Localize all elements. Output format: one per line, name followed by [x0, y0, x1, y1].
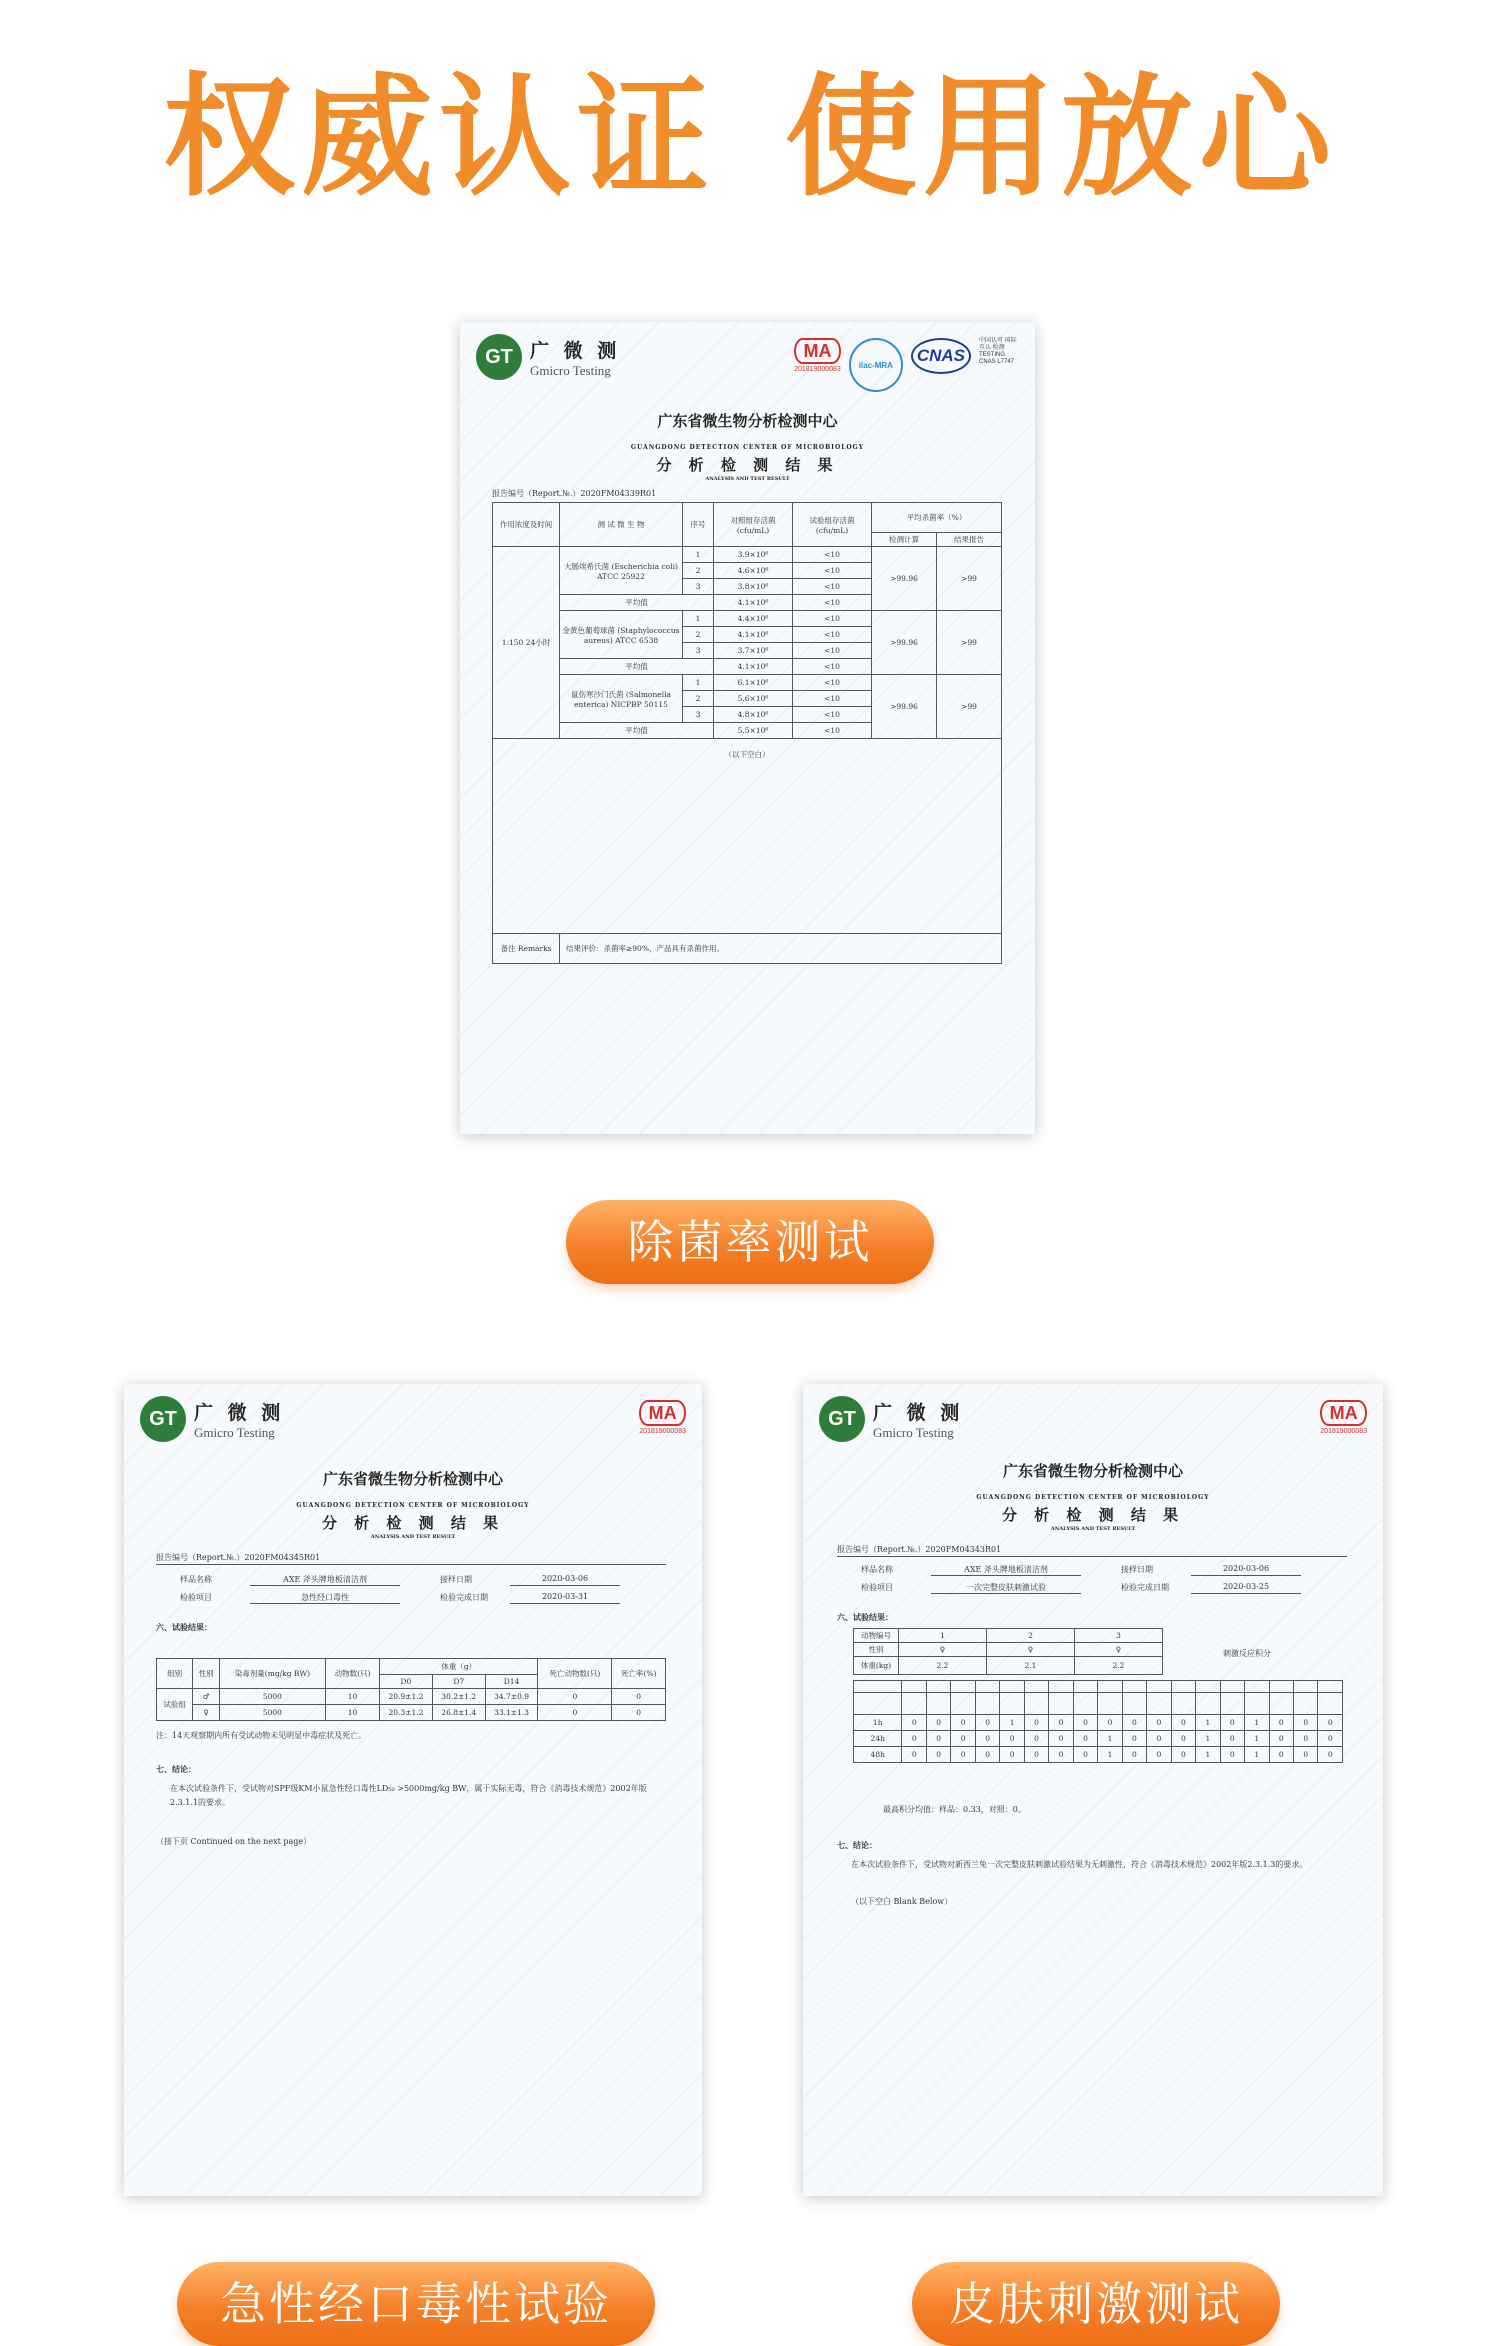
lab-name-en: Gmicro Testing	[530, 362, 611, 378]
animal-weight: 2.2	[1075, 1657, 1163, 1675]
score-cell: 1	[1196, 1747, 1220, 1763]
sex-label: 性别	[854, 1643, 899, 1657]
header-cell: 死亡率(%)	[612, 1659, 666, 1689]
avg-value: 4.1×10⁶	[714, 595, 793, 611]
cnas-text: 中国认可 国际互认 检测 TESTING CNAS L7747	[979, 338, 1017, 365]
lab-name-cn: 广 微 测	[530, 339, 621, 362]
skin-irritation-test-button[interactable]: 皮肤刺激测试	[912, 2262, 1280, 2346]
value-cell: <10	[793, 675, 872, 691]
score-header-cell	[1245, 1681, 1269, 1693]
animal-info-table	[853, 1628, 1163, 1675]
value-cell: <10	[793, 611, 872, 627]
score-cell: 1	[1196, 1715, 1220, 1731]
lab-name-en: Gmicro Testing	[873, 1424, 954, 1440]
score-cell: 0	[1024, 1747, 1048, 1763]
doc-title-cn: 广东省微生物分析检测中心	[657, 412, 838, 430]
value-cell: 3.7×10⁶	[714, 643, 793, 659]
score-header-cell	[1318, 1681, 1343, 1693]
score-cell: 0	[1049, 1747, 1073, 1763]
score-header-cell	[1073, 1693, 1097, 1715]
header-cell: D14	[485, 1675, 538, 1689]
toxicity-cell: 10	[326, 1689, 380, 1705]
report-number: 报告编号（Report.№.）2020FM04345R01	[156, 1553, 321, 1562]
sample-date-label: 接样日期	[1121, 1565, 1153, 1574]
score-table	[853, 1680, 1343, 1763]
ma-seal-icon: MA	[639, 1400, 686, 1426]
score-header-cell	[1122, 1693, 1146, 1715]
score-cell: 0	[975, 1731, 999, 1747]
score-header-cell	[1293, 1681, 1317, 1693]
doc-subtitle-en: ANALYSIS AND TEST RESULT	[705, 476, 790, 482]
score-cell: 0	[902, 1747, 926, 1763]
lab-logo	[819, 1396, 963, 1442]
score-header-cell	[1098, 1681, 1122, 1693]
remarks-label: 备注 Remarks	[493, 934, 560, 964]
score-header-cell	[1171, 1681, 1195, 1693]
animal-sex: ♀	[899, 1643, 987, 1657]
oral-toxicity-report	[124, 1384, 702, 2196]
header-cell: 体重（g）	[380, 1659, 538, 1675]
score-cell: 1	[1000, 1715, 1024, 1731]
score-cell: 0	[926, 1747, 950, 1763]
gt-logo-icon: GT	[140, 1396, 186, 1442]
value-cell: <10	[793, 579, 872, 595]
header-cell: 平均杀菌率（%）	[872, 503, 1002, 533]
reaction-label: 刺激反应积分	[1223, 1649, 1271, 1658]
score-cell: 0	[1147, 1747, 1171, 1763]
animal-id: 2	[987, 1629, 1075, 1643]
lab-logo	[476, 334, 620, 380]
score-cell: 0	[902, 1731, 926, 1747]
score-header-cell	[975, 1693, 999, 1715]
toxicity-cell: 20.3±1.2	[380, 1705, 433, 1721]
score-cell: 0	[1318, 1715, 1343, 1731]
value-cell: 3.8×10⁶	[714, 579, 793, 595]
value-cell: <10	[793, 563, 872, 579]
headline-part1: 权威认证	[163, 61, 715, 215]
organism-cell: 大肠埃希氏菌 (Escherichia coli) ATCC 25922	[560, 547, 683, 595]
score-cell: 0	[1293, 1747, 1317, 1763]
lab-logo	[140, 1396, 284, 1442]
table-note: 注：14天观察期内所有受试动物未见明显中毒症状及死亡。	[156, 1731, 367, 1740]
doc-subtitle-cn: 分 析 检 测 结 果	[321, 1514, 505, 1532]
score-header-cell	[926, 1681, 950, 1693]
score-header-cell	[1098, 1693, 1122, 1715]
score-summary: 最高积分均值：样品：0.33，对照：0。	[883, 1805, 1026, 1814]
value-cell: 6.1×10⁶	[714, 675, 793, 691]
toxicity-cell: 30.2±1.2	[432, 1689, 485, 1705]
score-cell: 0	[1098, 1715, 1122, 1731]
score-header-cell	[1024, 1681, 1048, 1693]
continued-note: （接下页 Continued on the next page）	[156, 1837, 312, 1846]
score-cell: 0	[902, 1715, 926, 1731]
finish-date-label: 检验完成日期	[1121, 1583, 1169, 1592]
score-header-cell	[1147, 1681, 1171, 1693]
score-cell: 0	[1049, 1731, 1073, 1747]
lab-name-cn: 广 微 测	[873, 1401, 964, 1424]
sample-date-label: 接样日期	[440, 1575, 472, 1584]
time-cell: 48h	[854, 1747, 902, 1763]
toxicity-cell: 10	[326, 1705, 380, 1721]
avg-label: 平均值	[560, 659, 714, 675]
toxicity-cell: ♂	[193, 1689, 219, 1705]
avg-value: 4.1×10⁶	[714, 659, 793, 675]
score-header-cell	[1269, 1693, 1293, 1715]
score-header-cell	[1171, 1693, 1195, 1715]
value-cell: 2	[683, 691, 714, 707]
value-cell: 4.1×10⁶	[714, 627, 793, 643]
sample-name-label: 样品名称	[861, 1565, 893, 1574]
toxicity-cell: 5000	[219, 1689, 325, 1705]
headline	[0, 48, 1500, 228]
value-cell: 4.8×10⁶	[714, 707, 793, 723]
score-header-cell	[1318, 1693, 1343, 1715]
ma-number: 201819000083	[794, 366, 841, 373]
weight-label: 体重(kg)	[854, 1657, 899, 1675]
value-cell: <10	[793, 547, 872, 563]
score-cell: 0	[1318, 1731, 1343, 1747]
score-cell: 1	[1098, 1747, 1122, 1763]
score-cell: 0	[1171, 1731, 1195, 1747]
report-cell: >99	[937, 547, 1002, 611]
toxicity-cell: 0	[612, 1705, 666, 1721]
value-cell: 3.9×10⁶	[714, 547, 793, 563]
score-header-cell	[1073, 1681, 1097, 1693]
score-cell: 0	[926, 1731, 950, 1747]
value-cell: <10	[793, 707, 872, 723]
value-cell: 2	[683, 627, 714, 643]
oral-toxicity-test-button[interactable]: 急性经口毒性试验	[177, 2262, 655, 2346]
score-header-cell	[1293, 1693, 1317, 1715]
toxicity-table	[156, 1658, 666, 1721]
score-cell: 0	[975, 1715, 999, 1731]
score-cell: 1	[1098, 1731, 1122, 1747]
sample-date: 2020-03-06	[510, 1574, 620, 1586]
header-cell: 对照组存活菌(cfu/mL)	[714, 503, 793, 547]
value-cell: 4.4×10⁶	[714, 611, 793, 627]
header-cell: 性别	[193, 1659, 219, 1689]
section-six: 六、试验结果：	[837, 1612, 893, 1622]
score-cell: 0	[1171, 1715, 1195, 1731]
header-cell: 组别	[157, 1659, 193, 1689]
sample-name: AXE 斧头牌地板清洁剂	[931, 1564, 1081, 1576]
ma-number: 201819000083	[1320, 1428, 1367, 1435]
section-seven: 七、结论：	[156, 1764, 196, 1774]
score-cell: 1	[1196, 1731, 1220, 1747]
test-item: 一次完整皮肤刺激试验	[931, 1582, 1081, 1594]
value-cell: 2	[683, 563, 714, 579]
score-header-cell	[1049, 1693, 1073, 1715]
section-seven: 七、结论：	[837, 1840, 877, 1850]
header-cell: 检测计算	[872, 533, 937, 547]
doc-title-en: GUANGDONG DETECTION CENTER OF MICROBIOLOGY	[976, 1494, 1210, 1501]
doc-title-cn: 广东省微生物分析检测中心	[1002, 1462, 1183, 1480]
headline-part2: 使用放心	[785, 61, 1337, 215]
doc-subtitle-cn: 分 析 检 测 结 果	[1001, 1506, 1185, 1524]
value-cell: 5.6×10⁶	[714, 691, 793, 707]
skin-irritation-report	[803, 1384, 1383, 2196]
animal-sex: ♀	[1075, 1643, 1163, 1657]
test-item: 急性经口毒性	[250, 1592, 400, 1604]
score-cell: 0	[1269, 1731, 1293, 1747]
value-cell: 1	[683, 611, 714, 627]
lab-name-en: Gmicro Testing	[194, 1424, 275, 1440]
value-cell: 1	[683, 547, 714, 563]
value-cell: 3	[683, 643, 714, 659]
score-header-cell	[854, 1681, 902, 1693]
test-item-label: 检验项目	[180, 1593, 212, 1602]
ma-seal-icon: MA	[794, 338, 841, 364]
avg-label: 平均值	[560, 595, 714, 611]
cnas-seal-icon: CNAS	[911, 338, 971, 374]
score-cell: 0	[1024, 1715, 1048, 1731]
finish-date: 2020-03-25	[1191, 1582, 1301, 1594]
header-cell: 动物数(只)	[326, 1659, 380, 1689]
score-header-cell	[1196, 1681, 1220, 1693]
toxicity-cell: 5000	[219, 1705, 325, 1721]
finish-date: 2020-03-31	[510, 1592, 620, 1604]
header-cell: 序号	[683, 503, 714, 547]
avg-value: 5.5×10⁶	[714, 723, 793, 739]
animal-weight: 2.2	[899, 1657, 987, 1675]
test-item-label: 检验项目	[861, 1583, 893, 1592]
header-cell: 染毒剂量(mg/kg BW)	[219, 1659, 325, 1689]
value-cell: 3	[683, 707, 714, 723]
calc-cell: >99.96	[872, 675, 937, 739]
score-cell: 1	[1245, 1731, 1269, 1747]
report-cell: >99	[937, 611, 1002, 675]
score-cell: 0	[1049, 1715, 1073, 1731]
score-cell: 0	[1318, 1747, 1343, 1763]
remarks-text: 结果评价：杀菌率≥90%，产品具有杀菌作用。	[560, 934, 1002, 964]
doc-title-cn: 广东省微生物分析检测中心	[322, 1470, 503, 1488]
score-header-cell	[1220, 1681, 1244, 1693]
calc-cell: >99.96	[872, 611, 937, 675]
sample-name: AXE 斧头牌地板清洁剂	[250, 1574, 400, 1586]
toxicity-cell: 20.9±1.2	[380, 1689, 433, 1705]
score-cell: 0	[1122, 1715, 1146, 1731]
score-header-cell	[926, 1693, 950, 1715]
score-cell: 0	[1220, 1731, 1244, 1747]
conclusion: 在本次试验条件下，受试物对SPF级KM小鼠急性经口毒性LD₅₀ >5000mg/kg BW，属于实际无毒，符合《消毒技术规范》2002年版2.3.1.1的要求。	[170, 1784, 647, 1807]
organism-cell: 金黄色葡萄球菌 (Staphylococcus aureus) ATCC 6538	[560, 611, 683, 659]
score-cell: 0	[975, 1747, 999, 1763]
header-cell: 试验组存活菌(cfu/mL)	[793, 503, 872, 547]
score-header-cell	[1245, 1693, 1269, 1715]
finish-date-label: 检验完成日期	[440, 1593, 488, 1602]
report-cell: >99	[937, 675, 1002, 739]
header-cell: 死亡动物数(只)	[538, 1659, 612, 1689]
toxicity-cell: 26.8±1.4	[432, 1705, 485, 1721]
score-cell: 0	[1171, 1747, 1195, 1763]
toxicity-cell: 33.1±1.3	[485, 1705, 538, 1721]
header-cell: 作用浓度及时间	[493, 503, 560, 547]
animal-sex: ♀	[987, 1643, 1075, 1657]
score-cell: 0	[951, 1731, 975, 1747]
score-header-cell	[1196, 1693, 1220, 1715]
doc-title-en: GUANGDONG DETECTION CENTER OF MICROBIOLOGY	[296, 1502, 530, 1509]
time-cell: 1h	[854, 1715, 902, 1731]
score-header-cell	[902, 1693, 926, 1715]
sterilization-report	[460, 322, 1035, 1134]
sterilization-test-button[interactable]: 除菌率测试	[566, 1200, 934, 1284]
score-header-cell	[1024, 1693, 1048, 1715]
time-cell: 24h	[854, 1731, 902, 1747]
score-cell: 0	[1073, 1731, 1097, 1747]
animal-id: 1	[899, 1629, 987, 1643]
header-cell: 结果报告	[937, 533, 1002, 547]
score-cell: 0	[1269, 1747, 1293, 1763]
condition-cell: 1:150 24小时	[493, 547, 560, 739]
organism-cell: 鼠伤寒沙门氏菌 (Salmonella enterica) NICPBP 50115	[560, 675, 683, 723]
header-cell: D7	[432, 1675, 485, 1689]
score-cell: 1	[1245, 1747, 1269, 1763]
score-header-cell	[951, 1693, 975, 1715]
score-header-cell	[1049, 1681, 1073, 1693]
toxicity-cell: 0	[538, 1689, 612, 1705]
toxicity-cell: 试验组	[157, 1689, 193, 1721]
value-cell: 3	[683, 579, 714, 595]
avg-value: <10	[793, 659, 872, 675]
score-header-cell	[951, 1681, 975, 1693]
score-cell: 1	[1245, 1715, 1269, 1731]
header-cell: D0	[380, 1675, 433, 1689]
lab-name-cn: 广 微 测	[194, 1401, 285, 1424]
conclusion: 在本次试验条件下，受试物对新西兰兔一次完整皮肤刺激试验结果为无刺激性，符合《消毒技术规范》2002年版2.3.1.3的要求。	[851, 1860, 1308, 1869]
score-header-cell	[854, 1693, 902, 1715]
certification-marks	[639, 1400, 686, 1435]
blank-note: （以下空白）	[493, 739, 1002, 934]
score-header-cell	[975, 1681, 999, 1693]
value-cell: 1	[683, 675, 714, 691]
score-cell: 0	[1000, 1747, 1024, 1763]
score-cell: 0	[951, 1747, 975, 1763]
animal-id: 3	[1075, 1629, 1163, 1643]
gt-logo-icon: GT	[819, 1396, 865, 1442]
value-cell: <10	[793, 691, 872, 707]
animal-weight: 2.1	[987, 1657, 1075, 1675]
score-header-cell	[1122, 1681, 1146, 1693]
animals-label: 动物编号	[854, 1629, 899, 1643]
toxicity-cell: ♀	[193, 1705, 219, 1721]
toxicity-cell: 34.7±0.9	[485, 1689, 538, 1705]
score-header-cell	[1000, 1681, 1024, 1693]
score-header-cell	[1147, 1693, 1171, 1715]
score-cell: 0	[1220, 1715, 1244, 1731]
sample-date: 2020-03-06	[1191, 1564, 1301, 1576]
gt-logo-icon: GT	[476, 334, 522, 380]
score-cell: 0	[1147, 1715, 1171, 1731]
score-cell: 0	[926, 1715, 950, 1731]
score-cell: 0	[1293, 1731, 1317, 1747]
score-cell: 0	[1073, 1715, 1097, 1731]
score-header-cell	[902, 1681, 926, 1693]
blank-note: （以下空白 Blank Below）	[851, 1897, 953, 1906]
score-header-cell	[1220, 1693, 1244, 1715]
header-cell: 测 试 微 生 物	[560, 503, 683, 547]
section-six: 六、试验结果：	[156, 1622, 212, 1632]
report-number: 报告编号（Report.№.）2020FM04339R01	[492, 489, 657, 498]
toxicity-cell: 0	[538, 1705, 612, 1721]
avg-label: 平均值	[560, 723, 714, 739]
score-cell: 0	[1269, 1715, 1293, 1731]
score-cell: 0	[1220, 1747, 1244, 1763]
sample-name-label: 样品名称	[180, 1575, 212, 1584]
avg-value: <10	[793, 723, 872, 739]
report-number: 报告编号（Report.№.）2020FM04343R01	[837, 1545, 1002, 1554]
score-cell: 0	[1122, 1731, 1146, 1747]
doc-title-en: GUANGDONG DETECTION CENTER OF MICROBIOLOGY	[630, 444, 865, 451]
score-header-cell	[1269, 1681, 1293, 1693]
certification-marks	[794, 338, 1019, 392]
toxicity-cell: 0	[612, 1689, 666, 1705]
ma-number: 201819000083	[639, 1428, 686, 1435]
score-cell: 0	[1122, 1747, 1146, 1763]
value-cell: 4.6×10⁶	[714, 563, 793, 579]
ilac-seal-icon: ilac-MRA	[849, 338, 903, 392]
score-cell: 0	[1073, 1747, 1097, 1763]
avg-value: <10	[793, 595, 872, 611]
ma-seal-icon: MA	[1320, 1400, 1367, 1426]
score-cell: 0	[1293, 1715, 1317, 1731]
score-header-cell	[1000, 1693, 1024, 1715]
doc-subtitle-cn: 分 析 检 测 结 果	[656, 456, 839, 474]
score-cell: 0	[951, 1715, 975, 1731]
value-cell: <10	[793, 643, 872, 659]
results-table	[492, 502, 1002, 964]
doc-subtitle-en: ANALYSIS AND TEST RESULT	[1050, 1526, 1136, 1532]
score-cell: 0	[1147, 1731, 1171, 1747]
value-cell: <10	[793, 627, 872, 643]
score-cell: 0	[1000, 1731, 1024, 1747]
score-cell: 0	[1024, 1731, 1048, 1747]
certification-marks	[1320, 1400, 1367, 1435]
doc-subtitle-en: ANALYSIS AND TEST RESULT	[370, 1534, 456, 1540]
calc-cell: >99.96	[872, 547, 937, 611]
